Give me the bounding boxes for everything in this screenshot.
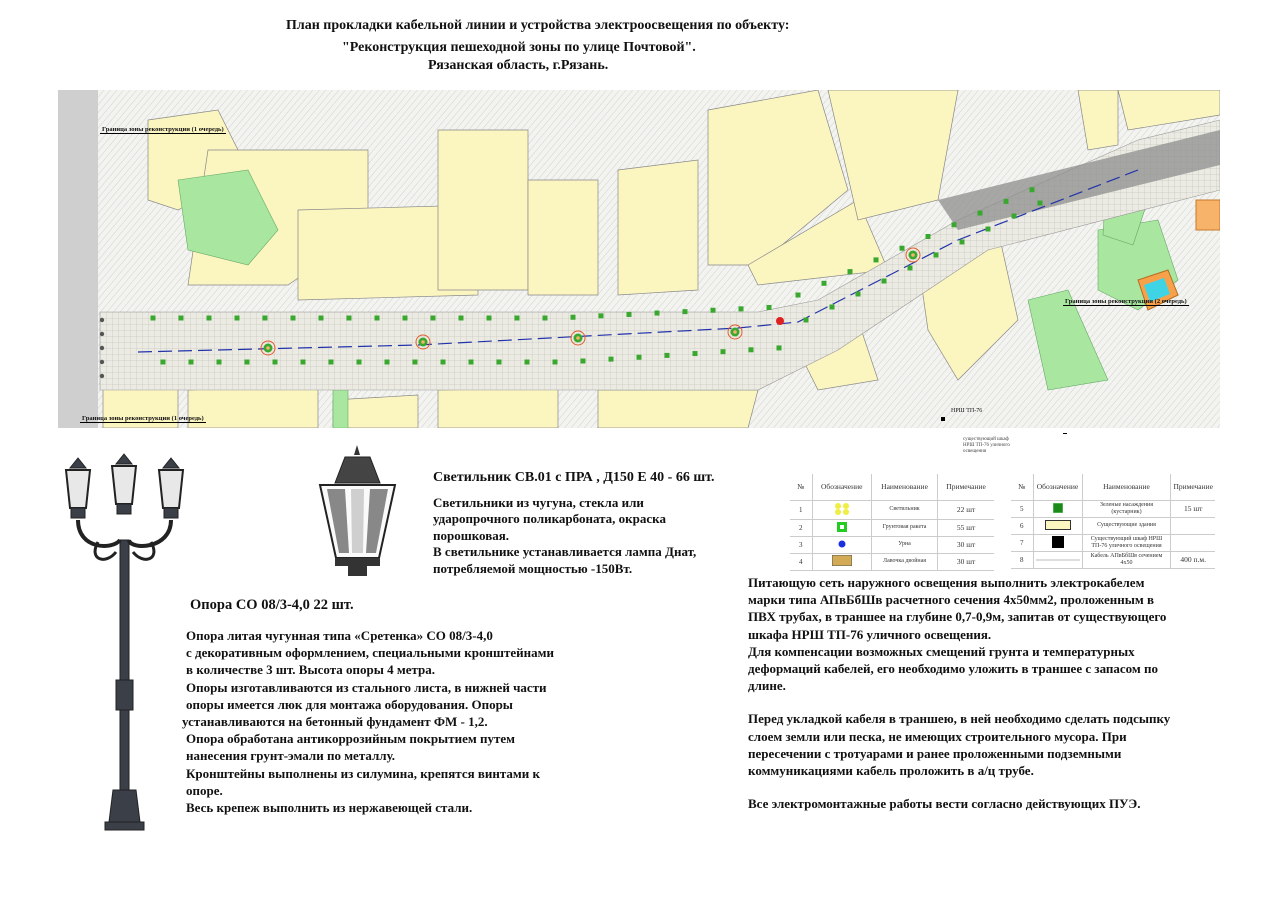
legend-name: Кабель АПвБбШв сечением 4х50: [1082, 551, 1171, 568]
note-line: ПВХ трубах, в траншее на глубине 0,7-0,9м, запитав от существующего: [748, 609, 1167, 625]
ground-light: [347, 316, 352, 321]
ground-light: [900, 246, 905, 251]
legend-symbol: [1033, 551, 1082, 568]
legend-number: 3: [790, 536, 812, 553]
ground-light: [459, 316, 464, 321]
ground-light: [952, 222, 957, 227]
note-line: деформаций кабелей, его необходимо уложить в траншее с запасом по: [748, 661, 1159, 677]
ground-light: [711, 308, 716, 313]
ground-light: [189, 360, 194, 365]
ground-light: [301, 360, 306, 365]
pole-description: [182, 627, 554, 816]
zone-1-bottom-label: Граница зоны реконструкции (1 очередь): [82, 415, 204, 422]
legend-row: [790, 553, 994, 570]
ground-light: [329, 360, 334, 365]
cabinet-marker: [776, 317, 784, 325]
ground-light: [986, 227, 991, 232]
pole-line: опоре.: [186, 782, 223, 798]
legend-row: [790, 536, 994, 553]
note-line: Перед укладкой кабеля в траншею, в ней необходимо сделать подсыпку: [748, 711, 1171, 727]
ground-light: [655, 311, 660, 316]
legend-row: [790, 500, 994, 519]
ground-light: [777, 345, 782, 350]
ground-light: [609, 357, 614, 362]
cabinet-note-line: НРШ ТП-76 уличного: [963, 443, 1010, 448]
cabinet-icon: [1052, 536, 1064, 550]
note-line: коммуникациями кабель проложить в а/ц трубе.: [748, 763, 1034, 779]
ground-light: [291, 316, 296, 321]
cable-icon: [1036, 556, 1080, 564]
ground-light: [693, 351, 698, 356]
legend-row: [1011, 534, 1215, 551]
legend-note: 400 п.м.: [1171, 551, 1215, 568]
pole-heading: Опора СО 08/3-4,0 22 шт.: [190, 597, 354, 613]
legend-header: Примечание: [1171, 474, 1215, 500]
cabinet-note-line: существующий шкаф: [963, 437, 1009, 442]
legend-header: Наименование: [871, 474, 937, 500]
pole-line: Опоры изготавливаются из стального листа, в нижней части: [186, 679, 547, 695]
legend-row: [790, 519, 994, 536]
luminaire-line: Светильники из чугуна, стекла или: [433, 494, 644, 510]
legend-name: Светильник: [871, 500, 937, 519]
legend-symbol: [1033, 517, 1082, 534]
building: [188, 385, 318, 428]
legend-row: [1011, 517, 1215, 534]
note-paragraph-p1: [748, 574, 1170, 643]
site-plan-map: [58, 90, 1220, 428]
legend-header: Примечание: [938, 474, 994, 500]
ground-light: [1004, 199, 1009, 204]
lamp-head: [66, 458, 90, 518]
pole-illustration: [58, 450, 188, 835]
boundary-marker: [100, 318, 104, 322]
pole-line: Весь крепеж выполнить из нержавеющей стали.: [186, 800, 473, 816]
legend-name: Зеленые насаждения (кустарник): [1082, 500, 1171, 517]
luminaire-line: порошковая.: [433, 527, 509, 543]
ground-light: [804, 318, 809, 323]
luminaire-icon: [834, 502, 850, 518]
project-name: "Реконструкция пешеходной зоны по улице Почтовой".: [342, 40, 696, 55]
ground-light: [403, 316, 408, 321]
legend-number: 4: [790, 553, 812, 570]
ground-light: [599, 313, 604, 318]
ground-light: [749, 347, 754, 352]
ground-light: [1038, 201, 1043, 206]
ground-light: [1030, 187, 1035, 192]
ground-light: [627, 312, 632, 317]
ground-light: [960, 240, 965, 245]
legend-table-left: [790, 474, 994, 571]
legend-number: 5: [1011, 500, 1033, 517]
building: [438, 130, 528, 290]
ground-light: [874, 257, 879, 262]
spacer: [1063, 433, 1067, 434]
note-line: Питающую сеть наружного освещения выполнить электрокабелем: [748, 575, 1145, 590]
ground-light-icon: [837, 522, 847, 534]
pole-line: Опора литая чугунная типа «Сретенка» СО 08/3-4,0: [186, 628, 493, 643]
luminaire-illustration: [315, 443, 400, 583]
building-icon: [1045, 520, 1071, 532]
legend-number: 7: [1011, 534, 1033, 551]
legend-number: 1: [790, 500, 812, 519]
luminaire-heading: Светильник СВ.01 с ПРА , Д150 Е 40 - 66 шт.: [433, 470, 715, 485]
legend-header: Наименование: [1082, 474, 1171, 500]
ground-light: [848, 269, 853, 274]
ground-light: [273, 360, 278, 365]
legend-note: 15 шт: [1171, 500, 1215, 517]
ground-light: [934, 253, 939, 258]
boundary-marker: [100, 332, 104, 336]
legend-name: Существующий шкаф НРШ ТП-76 уличного освещения: [1082, 534, 1171, 551]
legend-symbol: [812, 553, 871, 570]
legend-table-right: [1011, 474, 1215, 569]
ground-light: [179, 316, 184, 321]
boundary-marker: [100, 346, 104, 350]
ground-light: [721, 349, 726, 354]
building: [438, 388, 558, 428]
zone-1-boundary-label: Граница зоны реконструкции (1 очередь): [102, 126, 224, 133]
legend-number: 6: [1011, 517, 1033, 534]
legend-symbol: [812, 536, 871, 553]
ground-light: [856, 292, 861, 297]
ground-light: [882, 279, 887, 284]
boundary-marker: [100, 374, 104, 378]
building: [598, 390, 758, 428]
legend-symbol: [812, 500, 871, 519]
legend-name: Лавочка двойная: [871, 553, 937, 570]
luminaire-line: ударопрочного поликарбоната, окраска: [433, 511, 666, 526]
ground-light: [487, 316, 492, 321]
note-line: шкафа НРШ ТП-76 уличного освещения.: [748, 626, 992, 642]
notes: [748, 574, 1170, 812]
ground-light: [683, 309, 688, 314]
building: [618, 160, 698, 295]
note-line: пересечении с тротуарами и ранее проложенными подземными: [748, 745, 1122, 761]
ground-light: [543, 316, 548, 321]
ground-light: [637, 355, 642, 360]
note-line: марки типа АПвБбШв расчетного сечения 4х50мм2, проложенным в: [748, 592, 1154, 608]
zone-2-boundary-label: Граница зоны реконструкции (2 очередь): [1065, 298, 1187, 305]
note-paragraph-p4: Все электромонтажные работы вести согласно действующих ПУЭ.: [748, 796, 1141, 812]
ground-light: [375, 316, 380, 321]
legend-number: 2: [790, 519, 812, 536]
plan-title: План прокладки кабельной линии и устройства электроосвещения по объекту:: [286, 18, 790, 33]
ground-light: [553, 360, 558, 365]
ground-light: [161, 360, 166, 365]
ground-light: [571, 315, 576, 320]
legend-header: №: [1011, 474, 1033, 500]
legend-symbol: [812, 519, 871, 536]
legend-name: Грунтовая ракета: [871, 519, 937, 536]
ground-light: [357, 360, 362, 365]
luminaire-line: В светильнике устанавливается лампа Днат,: [433, 544, 697, 559]
pole-line: с декоративным оформлением, специальными кронштейнами: [186, 645, 554, 661]
site-plan-drawing: [58, 90, 1220, 428]
ground-light: [413, 360, 418, 365]
note-line: Для компенсации возможных смещений грунта и температурных: [748, 643, 1135, 659]
legend-row: [1011, 500, 1215, 517]
luminaire-description: [433, 470, 714, 577]
ground-light: [497, 360, 502, 365]
pole-line: Опора обработана антикоррозийным покрытием путем: [186, 731, 515, 747]
planting-icon: [1053, 503, 1063, 515]
legend-header: №: [790, 474, 812, 500]
note-paragraph-p3: [748, 710, 1170, 779]
ground-light: [767, 305, 772, 310]
pole-line: Кронштейны выполнены из силумина, крепятся винтами к: [186, 765, 541, 781]
legend-note: 30 шт: [938, 536, 994, 553]
ground-light: [245, 360, 250, 365]
note-line: слоем земли или песка, не имеющих строительного мусора. При: [748, 728, 1127, 744]
legend-note: 22 шт: [938, 500, 994, 519]
green-area: [333, 390, 348, 428]
ground-light: [926, 234, 931, 239]
legend-note: 55 шт: [938, 519, 994, 536]
lamp-head: [159, 458, 183, 518]
ground-light: [385, 360, 390, 365]
ground-light: [441, 360, 446, 365]
ground-light: [207, 316, 212, 321]
cabinet-note: [963, 437, 1010, 455]
legend-header-row: [790, 474, 994, 500]
ground-light: [908, 266, 913, 271]
ground-light: [525, 360, 530, 365]
ground-light: [235, 316, 240, 321]
ground-light: [796, 293, 801, 298]
ground-light: [431, 316, 436, 321]
ground-light: [217, 360, 222, 365]
legend-header: Обозначение: [1033, 474, 1082, 500]
ground-light: [469, 360, 474, 365]
lamp-head: [112, 454, 136, 514]
luminaire-line: потребляемой мощностью -150Вт.: [433, 560, 633, 576]
ground-light: [739, 306, 744, 311]
cabinet-label: НРШ ТП-76: [951, 408, 983, 414]
pole-line: нанесения грунт-эмали по металлу.: [186, 748, 396, 764]
ground-light: [1012, 214, 1017, 219]
legend-number: 8: [1011, 551, 1033, 568]
note-line: длине.: [748, 678, 786, 694]
pole-line: в количестве 3 шт. Высота опоры 4 метра.: [186, 662, 436, 678]
legend-note: [1171, 517, 1215, 534]
bench-icon: [832, 555, 852, 568]
building: [528, 180, 598, 295]
legend-name: Существующие здания: [1082, 517, 1171, 534]
ground-light: [319, 316, 324, 321]
project-location: Рязанская область, г.Рязань.: [428, 58, 609, 73]
pole-line: устанавливаются на бетонный фундамент ФМ - 1,2.: [182, 714, 488, 730]
legend-note: [1171, 534, 1215, 551]
note-paragraph-p2: [748, 643, 1170, 695]
ground-light: [830, 305, 835, 310]
ground-light: [822, 281, 827, 286]
ground-light: [263, 316, 268, 321]
legend-header: Обозначение: [812, 474, 871, 500]
ground-light: [151, 316, 156, 321]
urn-icon: [838, 540, 846, 550]
ground-light: [515, 316, 520, 321]
ground-light: [581, 359, 586, 364]
legend-symbol: [1033, 500, 1082, 517]
cabinet-symbol: [941, 417, 945, 421]
legend-row: [1011, 551, 1215, 568]
pole-line: опоры имеется люк для монтажа оборудования. Опоры: [186, 696, 513, 712]
legend-note: 30 шт: [938, 553, 994, 570]
ground-light: [665, 353, 670, 358]
cabinet-note-line: освещения: [963, 449, 987, 454]
legend-name: Урна: [871, 536, 937, 553]
ground-light: [978, 211, 983, 216]
legend-symbol: [1033, 534, 1082, 551]
boundary-marker: [100, 360, 104, 364]
legend-header-row: [1011, 474, 1215, 500]
